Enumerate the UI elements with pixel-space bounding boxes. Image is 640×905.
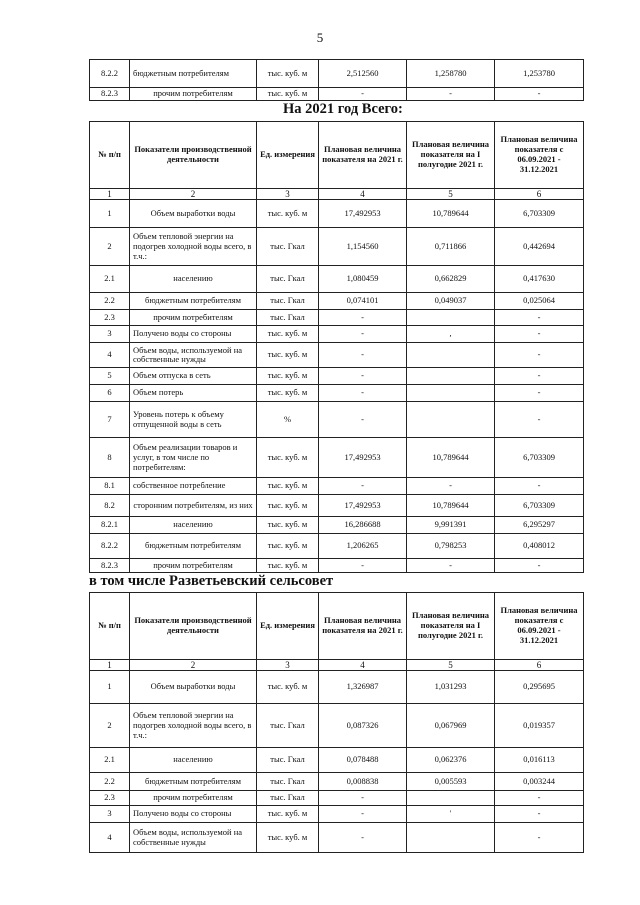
row-number: 8.2.3: [90, 559, 130, 573]
row-value-half: ,: [407, 326, 495, 343]
row-value-year: 2,512560: [319, 60, 407, 88]
row-value-half: 0,711866: [407, 228, 495, 266]
row-number: 8.2.2: [90, 534, 130, 559]
row-value-year: -: [319, 326, 407, 343]
row-unit: тыс. куб. м: [257, 517, 319, 534]
row-number: 2.2: [90, 293, 130, 310]
row-value-half: [407, 368, 495, 385]
table-row: [90, 806, 584, 823]
row-label: прочим потребителям: [130, 310, 257, 326]
row-unit: %: [257, 402, 319, 438]
row-value-half: 10,789644: [407, 438, 495, 478]
row-value-period: 0,417630: [495, 266, 584, 293]
column-number-row: [90, 660, 584, 671]
row-value-half: -: [407, 88, 495, 101]
row-value-year: -: [319, 343, 407, 368]
header-num: № п/п: [90, 122, 130, 189]
row-value-period: 0,408012: [495, 534, 584, 559]
table-row: [90, 773, 584, 791]
table-row: [90, 310, 584, 326]
header-period-plan: Плановая величина показателя с 06.09.2021 - 31.12.2021: [495, 593, 584, 660]
row-value-half: 0,798253: [407, 534, 495, 559]
row-label: бюджетным потребителям: [130, 534, 257, 559]
column-number: 4: [319, 189, 407, 200]
row-unit: тыс. Гкал: [257, 773, 319, 791]
table-row: [90, 385, 584, 402]
row-unit: тыс. куб. м: [257, 385, 319, 402]
row-value-half: -: [407, 478, 495, 495]
row-value-half: 0,662829: [407, 266, 495, 293]
row-label: собственное потребление: [130, 478, 257, 495]
row-unit: тыс. Гкал: [257, 228, 319, 266]
row-number: 2.3: [90, 310, 130, 326]
row-value-year: -: [319, 478, 407, 495]
row-label: населению: [130, 266, 257, 293]
row-number: 8.2.2: [90, 60, 130, 88]
row-value-period: -: [495, 806, 584, 823]
row-value-period: -: [495, 402, 584, 438]
row-value-year: -: [319, 791, 407, 806]
row-value-half: 1,031293: [407, 671, 495, 704]
row-unit: тыс. куб. м: [257, 671, 319, 704]
table-header-row: [90, 593, 584, 660]
row-number: 2.2: [90, 773, 130, 791]
row-number: 2: [90, 704, 130, 748]
header-unit: Ед. измерения: [257, 593, 319, 660]
row-value-period: -: [495, 823, 584, 853]
row-unit: тыс. куб. м: [257, 559, 319, 573]
header-year-plan: Плановая величина показателя на 2021 г.: [319, 593, 407, 660]
column-number: 6: [495, 660, 584, 671]
table-row: [90, 671, 584, 704]
row-value-year: -: [319, 559, 407, 573]
table-row: [90, 228, 584, 266]
row-label: прочим потребителям: [130, 88, 257, 101]
row-number: 4: [90, 343, 130, 368]
table-row: [90, 791, 584, 806]
table-row: [90, 478, 584, 495]
row-number: 2.1: [90, 266, 130, 293]
row-unit: тыс. куб. м: [257, 806, 319, 823]
row-label: Объем воды, используемой на собственные нужды: [130, 823, 257, 853]
row-number: 1: [90, 671, 130, 704]
header-period-plan: Плановая величина показателя с 06.09.2021 - 31.12.2021: [495, 122, 584, 189]
column-number: 1: [90, 189, 130, 200]
row-unit: тыс. куб. м: [257, 200, 319, 228]
row-unit: тыс. куб. м: [257, 60, 319, 88]
row-value-period: -: [495, 326, 584, 343]
continuation-table: [89, 59, 584, 101]
row-value-period: 6,703309: [495, 438, 584, 478]
table-row: [90, 88, 584, 101]
table-row: [90, 517, 584, 534]
row-label: населению: [130, 748, 257, 773]
row-label: Объем выработки воды: [130, 671, 257, 704]
table-row: [90, 343, 584, 368]
row-label: населению: [130, 517, 257, 534]
row-label: Объем выработки воды: [130, 200, 257, 228]
row-value-year: 16,286688: [319, 517, 407, 534]
table-header-row: [90, 122, 584, 189]
row-value-half: [407, 791, 495, 806]
row-value-period: 0,016113: [495, 748, 584, 773]
row-label: Уровень потерь к объему отпущенной воды в сеть: [130, 402, 257, 438]
row-value-period: 0,019357: [495, 704, 584, 748]
row-value-period: 0,295695: [495, 671, 584, 704]
row-value-year: -: [319, 88, 407, 101]
row-number: 2.3: [90, 791, 130, 806]
row-number: 5: [90, 368, 130, 385]
row-number: 8: [90, 438, 130, 478]
section-title-total: На 2021 год Всего:: [283, 101, 403, 117]
row-number: 3: [90, 806, 130, 823]
row-number: 8.2.3: [90, 88, 130, 101]
row-label: прочим потребителям: [130, 559, 257, 573]
row-unit: тыс. Гкал: [257, 310, 319, 326]
row-value-half: 0,005593: [407, 773, 495, 791]
row-unit: тыс. куб. м: [257, 438, 319, 478]
row-value-year: -: [319, 823, 407, 853]
table-total-2021: [89, 121, 584, 573]
row-value-half: 1,258780: [407, 60, 495, 88]
row-value-year: -: [319, 310, 407, 326]
row-value-half: 0,049037: [407, 293, 495, 310]
row-value-half: -: [407, 559, 495, 573]
row-unit: тыс. куб. м: [257, 368, 319, 385]
row-label: Объем тепловой энергии на подогрев холодной воды всего, в т.ч.:: [130, 228, 257, 266]
row-unit: тыс. куб. м: [257, 534, 319, 559]
row-value-half: 0,062376: [407, 748, 495, 773]
row-value-half: [407, 385, 495, 402]
column-number: 6: [495, 189, 584, 200]
table-row: [90, 60, 584, 88]
row-value-period: -: [495, 385, 584, 402]
header-indicator: Показатели производственной деятельности: [130, 122, 257, 189]
table-razvetevsky: [89, 592, 584, 853]
table-row: [90, 438, 584, 478]
row-value-year: -: [319, 385, 407, 402]
table-row: [90, 368, 584, 385]
row-label: Объем воды, используемой на собственные нужды: [130, 343, 257, 368]
row-value-period: -: [495, 478, 584, 495]
row-value-year: 0,078488: [319, 748, 407, 773]
row-value-period: 6,703309: [495, 495, 584, 517]
section-title-razvetevsky: в том числе Разветьевский сельсовет: [89, 573, 334, 589]
row-number: 2: [90, 228, 130, 266]
row-value-year: -: [319, 806, 407, 823]
row-label: бюджетным потребителям: [130, 773, 257, 791]
row-value-period: 6,295297: [495, 517, 584, 534]
row-value-half: 10,789644: [407, 200, 495, 228]
table-row: [90, 534, 584, 559]
table-row: [90, 200, 584, 228]
row-value-period: -: [495, 310, 584, 326]
row-unit: тыс. куб. м: [257, 343, 319, 368]
row-value-year: 0,087326: [319, 704, 407, 748]
row-unit: тыс. куб. м: [257, 823, 319, 853]
table-row: [90, 823, 584, 853]
row-value-period: 1,253780: [495, 60, 584, 88]
row-label: прочим потребителям: [130, 791, 257, 806]
page-number: 5: [316, 30, 324, 45]
table-row: [90, 748, 584, 773]
row-value-period: -: [495, 88, 584, 101]
row-number: 3: [90, 326, 130, 343]
row-value-period: 0,442694: [495, 228, 584, 266]
table-row: [90, 704, 584, 748]
column-number: 4: [319, 660, 407, 671]
row-value-year: 17,492953: [319, 495, 407, 517]
header-indicator: Показатели производственной деятельности: [130, 593, 257, 660]
row-unit: тыс. куб. м: [257, 495, 319, 517]
row-value-period: -: [495, 559, 584, 573]
row-label: бюджетным потребителям: [130, 293, 257, 310]
row-label: Объем отпуска в сеть: [130, 368, 257, 385]
row-value-period: 0,003244: [495, 773, 584, 791]
row-label: сторонним потребителям, из них: [130, 495, 257, 517]
row-label: Получено воды со стороны: [130, 326, 257, 343]
row-label: Объем потерь: [130, 385, 257, 402]
row-value-period: 0,025064: [495, 293, 584, 310]
row-value-year: 17,492953: [319, 438, 407, 478]
row-value-half: [407, 402, 495, 438]
row-number: 7: [90, 402, 130, 438]
header-half-plan: Плановая величина показателя на I полугодие 2021 г.: [407, 122, 495, 189]
table-row: [90, 293, 584, 310]
table-row: [90, 495, 584, 517]
row-unit: тыс. Гкал: [257, 293, 319, 310]
row-value-year: 1,080459: [319, 266, 407, 293]
header-half-plan: Плановая величина показателя на I полугодие 2021 г.: [407, 593, 495, 660]
row-label: бюджетным потребителям: [130, 60, 257, 88]
header-year-plan: Плановая величина показателя на 2021 г.: [319, 122, 407, 189]
row-value-year: 0,008838: [319, 773, 407, 791]
table-row: [90, 266, 584, 293]
row-unit: тыс. куб. м: [257, 478, 319, 495]
row-value-year: 1,154560: [319, 228, 407, 266]
row-unit: тыс. куб. м: [257, 88, 319, 101]
row-label: Объем реализации товаров и услуг, в том числе по потребителям:: [130, 438, 257, 478]
row-unit: тыс. куб. м: [257, 326, 319, 343]
row-value-year: 17,492953: [319, 200, 407, 228]
row-number: 2.1: [90, 748, 130, 773]
row-value-year: -: [319, 402, 407, 438]
row-number: 6: [90, 385, 130, 402]
row-value-period: -: [495, 343, 584, 368]
row-value-half: 9,991391: [407, 517, 495, 534]
row-number: 1: [90, 200, 130, 228]
header-unit: Ед. измерения: [257, 122, 319, 189]
row-label: Получено воды со стороны: [130, 806, 257, 823]
column-number: 5: [407, 189, 495, 200]
row-value-year: -: [319, 368, 407, 385]
column-number: 2: [130, 660, 257, 671]
row-unit: тыс. Гкал: [257, 704, 319, 748]
row-value-year: 0,074101: [319, 293, 407, 310]
column-number: 2: [130, 189, 257, 200]
column-number-row: [90, 189, 584, 200]
column-number: 1: [90, 660, 130, 671]
header-num: № п/п: [90, 593, 130, 660]
row-value-year: 1,206265: [319, 534, 407, 559]
row-number: 8.2.1: [90, 517, 130, 534]
row-value-period: -: [495, 791, 584, 806]
column-number: 5: [407, 660, 495, 671]
row-unit: тыс. Гкал: [257, 748, 319, 773]
row-value-year: 1,326987: [319, 671, 407, 704]
row-label: Объем тепловой энергии на подогрев холодной воды всего, в т.ч.:: [130, 704, 257, 748]
table-row: [90, 559, 584, 573]
row-value-half: 0,067969: [407, 704, 495, 748]
row-value-half: ': [407, 806, 495, 823]
row-value-half: 10,789644: [407, 495, 495, 517]
row-unit: тыс. Гкал: [257, 266, 319, 293]
row-number: 8.2: [90, 495, 130, 517]
row-value-half: [407, 310, 495, 326]
table-row: [90, 326, 584, 343]
row-value-period: -: [495, 368, 584, 385]
row-number: 8.1: [90, 478, 130, 495]
column-number: 3: [257, 660, 319, 671]
column-number: 3: [257, 189, 319, 200]
row-value-period: 6,703309: [495, 200, 584, 228]
row-number: 4: [90, 823, 130, 853]
table-row: [90, 402, 584, 438]
row-value-half: [407, 823, 495, 853]
row-unit: тыс. Гкал: [257, 791, 319, 806]
row-value-half: [407, 343, 495, 368]
